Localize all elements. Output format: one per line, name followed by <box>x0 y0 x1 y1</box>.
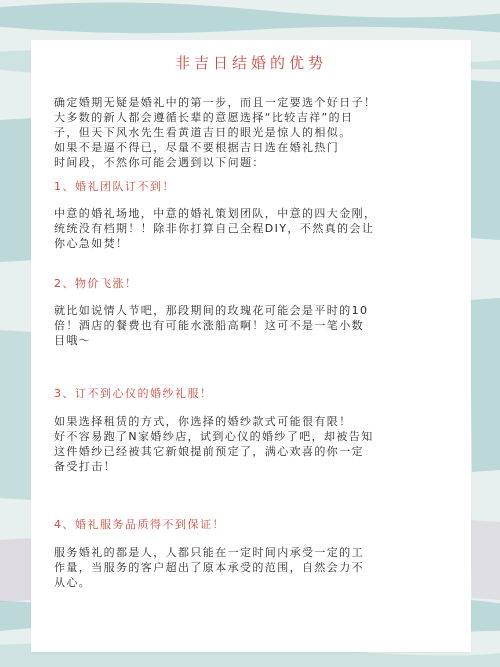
section-4-body <box>54 545 464 590</box>
section-line: 倍！酒店的餐费也有可能水涨船高啊！这可不是一笔小数 <box>54 319 364 332</box>
paper-card <box>31 40 471 652</box>
section-3-heading: 3、订不到心仪的婚纱礼服！ <box>54 387 213 400</box>
intro-line: 大多数的新人都会遵循长辈的意愿选择“比较吉祥”的日 <box>54 111 354 124</box>
intro-line: 时间段，不然你可能会遇到以下问题： <box>54 156 265 169</box>
section-line: 服务婚礼的都是人，人都只能在一定时间内承受一定的工 <box>54 546 364 559</box>
section-line: 备受打击！ <box>54 460 116 473</box>
intro-line: 如果不是逼不得已，尽量不要根据吉日选在婚礼热门 <box>54 141 340 154</box>
section-4-heading: 4、婚礼服务品质得不到保证！ <box>54 518 225 531</box>
section-line: 好不容易跑了N家婚纱店，试到心仪的婚纱了吧，却被告知 <box>54 430 374 443</box>
section-line: 如果选择租赁的方式，你选择的婚纱款式可能很有限！ <box>54 415 352 428</box>
section-1-body <box>54 206 464 251</box>
section-line: 目哦～ <box>54 334 92 347</box>
section-line: 作量，当服务的客户超出了原本承受的范围，自然会力不 <box>54 561 364 574</box>
page-title: 非吉日结婚的优势 <box>174 54 327 72</box>
section-3-body <box>54 414 464 474</box>
section-line: 这件婚纱已经被其它新娘提前预定了，满心欢喜的你一定 <box>54 445 364 458</box>
intro-line: 子，但天下风水先生看黄道吉日的眼光是惊人的相似。 <box>54 126 352 139</box>
section-line: 就比如说情人节吧，那段期间的玫瑰花可能会是平时的10 <box>54 304 369 317</box>
intro-paragraph <box>54 95 464 170</box>
section-2-body <box>54 303 464 348</box>
section-1-heading: 1、婚礼团队订不到！ <box>54 180 175 193</box>
section-line: 你心急如焚！ <box>54 237 129 250</box>
section-line: 中意的婚礼场地，中意的婚礼策划团队，中意的四大金刚， <box>54 207 377 220</box>
intro-line: 确定婚期无疑是婚礼中的第一步，而且一定要选个好日子！ <box>54 96 377 109</box>
section-line: 统统没有档期！！除非你打算自己全程DIY，不然真的会让 <box>54 222 375 235</box>
section-2-heading: 2、物价飞涨！ <box>54 277 138 290</box>
section-line: 从心。 <box>54 576 92 589</box>
